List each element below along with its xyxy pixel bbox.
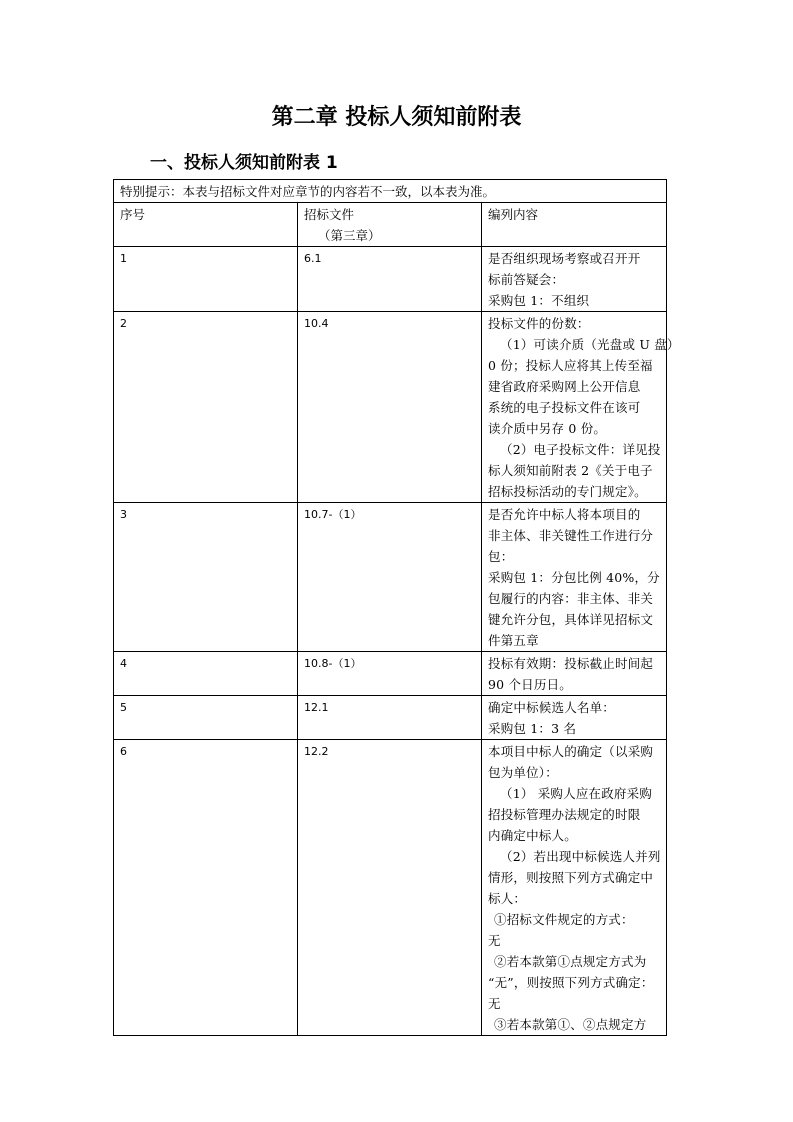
page-title: 第二章 投标人须知前附表 <box>271 105 522 130</box>
content-line: “无”，则按照下列方式确定： <box>488 975 654 990</box>
row-number: 1 <box>114 247 298 312</box>
section-heading: 一、投标人须知前附表 1 <box>150 153 338 173</box>
content-line: 内确定中标人。 <box>488 828 577 843</box>
content-line: 无 <box>488 933 501 948</box>
header-document-line2: （第三章） <box>318 228 381 243</box>
content-line: 件第五章 <box>488 633 539 648</box>
content-line: 0 份；投标人应将其上传至福 <box>488 358 653 373</box>
row-content <box>482 247 667 312</box>
content-line: （2）电子投标文件：详见投 <box>500 442 661 457</box>
row-number: 3 <box>114 503 298 652</box>
notice-row <box>114 180 667 203</box>
header-number: 序号 <box>114 203 298 247</box>
content-line: 采购包 1：3 名 <box>488 721 577 736</box>
content-line: 采购包 1：不组织 <box>488 293 590 308</box>
content-line: （1） 采购人应在政府采购 <box>500 786 653 801</box>
content-line: 投标文件的份数： <box>488 316 590 331</box>
notice-cell: 特别提示：本表与招标文件对应章节的内容若不一致，以本表为准。 <box>114 180 667 203</box>
row-reference: 10.8-（1） <box>298 652 482 696</box>
header-content: 编列内容 <box>482 203 667 247</box>
content-line: 包： <box>488 549 514 564</box>
content-line: （2）若出现中标候选人并列 <box>500 849 661 864</box>
table-header-row <box>114 203 667 247</box>
header-document <box>298 203 482 247</box>
table-row <box>114 312 667 503</box>
content-line: 招投标管理办法规定的时限 <box>488 807 641 822</box>
row-reference: 10.7-（1） <box>298 503 482 652</box>
content-line: 标前答疑会： <box>488 272 565 287</box>
content-line: 招标投标活动的专门规定》。 <box>488 484 647 499</box>
content-line: 确定中标候选人名单： <box>488 700 616 715</box>
table-row <box>114 503 667 652</box>
content-line: 包为单位）： <box>488 765 558 780</box>
table-row <box>114 247 667 312</box>
content-line: ①招标文件规定的方式： <box>494 912 634 927</box>
row-number: 4 <box>114 652 298 696</box>
content-line: 90 个日历日。 <box>488 677 572 692</box>
content-line: 采购包 1：分包比例 40%，分 <box>488 570 660 585</box>
bid-instructions-table <box>113 179 680 1036</box>
content-line: 无 <box>488 996 501 1011</box>
content-line: 标人： <box>488 891 527 906</box>
row-reference: 6.1 <box>298 247 482 312</box>
row-number: 5 <box>114 696 298 740</box>
content-line: ②若本款第①点规定方式为 <box>494 954 647 969</box>
content-line: 读介质中另存 0 份。 <box>488 421 607 436</box>
content-line: 是否允许中标人将本项目的 <box>488 507 641 522</box>
content-line: 情形，则按照下列方式确定中 <box>488 870 654 885</box>
row-number: 6 <box>114 740 298 1036</box>
row-content <box>482 652 667 696</box>
content-line: 非主体、非关键性工作进行分 <box>488 528 654 543</box>
row-reference: 12.1 <box>298 696 482 740</box>
row-reference: 10.4 <box>298 312 482 503</box>
table-row <box>114 696 667 740</box>
content-line: 包履行的内容：非主体、非关 <box>488 591 654 606</box>
content-line: 建省政府采购网上公开信息 <box>488 379 641 394</box>
content-line: ③若本款第①、②点规定方 <box>494 1017 647 1032</box>
content-line: 本项目中标人的确定（以采购 <box>488 744 654 759</box>
content-line: 标人须知前附表 2《关于电子 <box>488 463 653 478</box>
row-reference: 12.2 <box>298 740 482 1036</box>
table-row <box>114 652 667 696</box>
content-line: 投标有效期：投标截止时间起 <box>488 656 654 671</box>
table-row <box>114 740 667 1036</box>
row-content <box>482 740 667 1036</box>
row-content <box>482 696 667 740</box>
content-line: 键允许分包，具体详见招标文 <box>488 612 654 627</box>
row-number: 2 <box>114 312 298 503</box>
content-line: 系统的电子投标文件在该可 <box>488 400 641 415</box>
row-content <box>482 312 680 503</box>
content-line: 是否组织现场考察或召开开 <box>488 251 641 266</box>
row-content <box>482 503 667 652</box>
content-line: （1）可读介质（光盘或 U 盘） <box>500 337 680 352</box>
header-document-line1: 招标文件 <box>304 207 355 222</box>
